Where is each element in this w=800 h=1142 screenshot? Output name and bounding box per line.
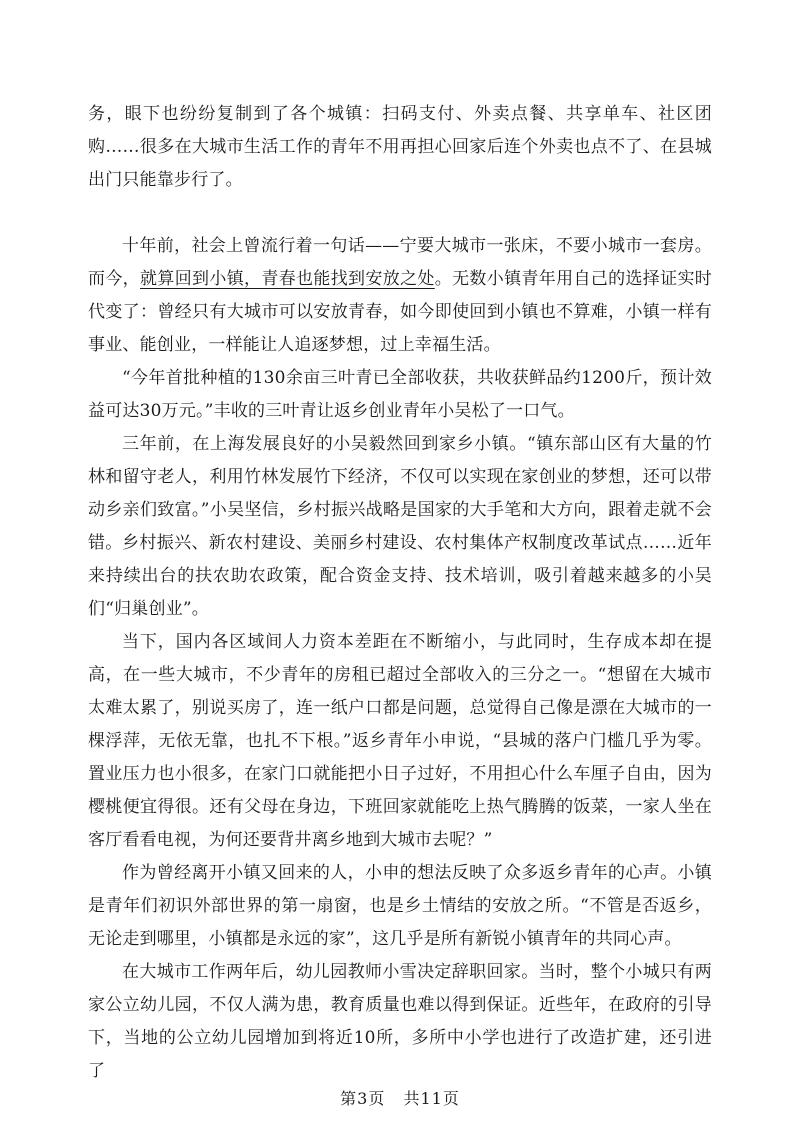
paragraph-4: 三年前，在上海发展良好的小吴毅然回到家乡小镇。“镇东部山区有大量的竹林和留守老人，利用竹林发展竹下经济，不仅可以实现在家创业的梦想，还可以带动乡亲们致富。”小吴坚信，乡村振兴战略是国家的大手笔和大方向，跟着走就不会错。 <box>88 434 712 553</box>
paragraph-2-part-1: 十年前，社会上曾流行着一句话——宁要大城市一张床，不要小城市一套房。而今， <box>88 236 712 289</box>
paragraph-7: 作为曾经离开小镇又回来的人，小申的想法反映了众多返乡青年的心声。小镇是青年们初识外部世界的第一扇窗，也是乡土情结的安放之所。“不管是否返乡，无论走到哪里，小镇都是永远的家”，这几乎是所有新锐小镇青年的共同心声。 <box>88 863 712 949</box>
paragraph-1: 务，眼下也纷纷复制到了各个城镇：扫码支付、外卖点餐、共享单车、社区团购……很多在大城市生活工作的青年不用再担心回家后连个外卖也点不了、在县城出门只能靠步行了。 <box>88 104 712 190</box>
paragraph-8: 在大城市工作两年后，幼儿园教师小雪决定辞职回家。当时，整个小城只有两家公立幼儿园，不仅人满为患，教育质量也难以得到保证。近些年，在政府的引导下，当地的公立幼儿园增加到将近10所，多所中小学也进行了改造扩建，还引进了 <box>88 962 712 1081</box>
underlined-phrase: 就算回到小镇，青春也能找到安放之处 <box>140 269 435 289</box>
page-total: 共11页 <box>403 1089 460 1108</box>
paragraph-3: “今年首批种植的130余亩三叶青已全部收获，共收获鲜品约1200斤，预计效益可达30万元。”丰收的三叶青让返乡创业青年小吴松了一口气。 <box>88 368 712 421</box>
paragraph-5: 乡村振兴、新农村建设、美丽乡村建设、农村集体产权制度改革试点……近年来持续出台的扶农助农政策，配合资金支持、技术培训，吸引着越来越多的小吴们“归巢创业”。 <box>88 533 712 619</box>
page-number: 第3页 <box>340 1089 386 1108</box>
paragraph-2 <box>88 230 712 362</box>
paragraph-6: 当下，国内各区域间人力资本差距在不断缩小，与此同时，生存成本却在提高，在一些大城市，不少青年的房租已超过全部收入的三分之一。“想留在大城市太难太累了，别说买房了，连一纸户口都是问题，总觉得自己像是漂在大城市的一棵浮萍，无依无靠，也扎不下根。”返乡青年小申说，“县城的落户门槛几乎为零。置业压力也小很多，在家门口就能把小日子过好，不用担心什么车厘子自由，因为樱桃便宜得很。还有父母在身边，下班回家就能吃上热气腾腾的饭菜，一家人坐在客厅看看电视，为何还要背井离乡地到大城市去呢？” <box>88 632 712 850</box>
page-footer <box>0 1086 800 1109</box>
paragraph-2-part-2: 。无数小镇青年用自己的选择证实时代变了：曾经只有大城市可以安放青春，如今即使回到小镇也不算难，小镇一样有事业、能创业，一样能让人追逐梦想，过上幸福生活。 <box>88 269 712 355</box>
